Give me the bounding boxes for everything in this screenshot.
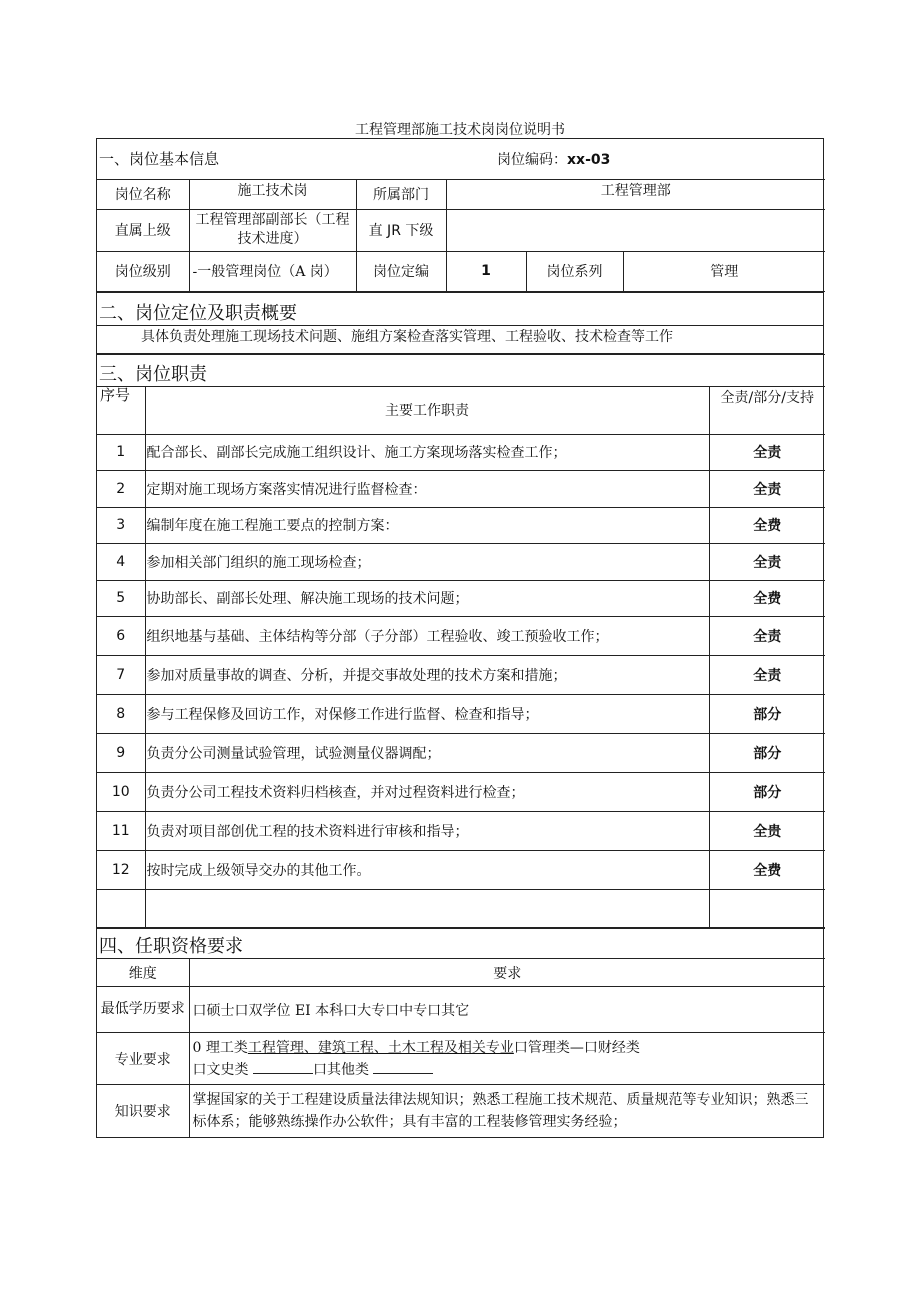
duty-row <box>97 507 825 544</box>
name-value: 施工技术岗 <box>189 179 356 209</box>
duty-no: 12 <box>97 851 145 890</box>
duty-responsibility: 全责 <box>709 471 825 508</box>
edu-value: 口硕士口双学位 EI 本科口大专口中专口其它 <box>189 987 825 1033</box>
series-label: 岗位系列 <box>526 251 623 291</box>
col-dim-header: 维度 <box>97 959 189 987</box>
duty-text: 参加相关部门组织的施工现场检查； <box>145 544 709 581</box>
duty-responsibility: 全责 <box>709 434 825 471</box>
duty-responsibility: 部分 <box>709 695 825 734</box>
name-label: 岗位名称 <box>97 179 189 209</box>
section3-heading: 三、岗位职责 <box>97 354 825 386</box>
summary-table <box>97 292 823 354</box>
duty-no: 8 <box>97 695 145 734</box>
duty-no: 4 <box>97 544 145 581</box>
superior-label: 直属上级 <box>97 209 189 251</box>
quota-value: 1 <box>446 251 526 291</box>
duty-no: 7 <box>97 656 145 695</box>
dept-label: 所属部门 <box>356 179 446 209</box>
duty-row <box>97 434 825 471</box>
duty-no: 10 <box>97 773 145 812</box>
duty-responsibility: 全费 <box>709 580 825 617</box>
edu-label: 最低学历要求 <box>97 987 189 1033</box>
major-value <box>189 1033 825 1085</box>
duty-no: 11 <box>97 812 145 851</box>
knowledge-label: 知识要求 <box>97 1085 189 1137</box>
blank-line <box>253 1061 313 1074</box>
duty-responsibility: 部分 <box>709 734 825 773</box>
duty-responsibility: 全责 <box>709 656 825 695</box>
col-duty-header: 主要工作职责 <box>145 386 709 434</box>
job-description-form <box>96 138 824 1138</box>
knowledge-value: 掌握国家的关于工程建设质量法律法规知识；熟悉工程施工技术规范、质量规范等专业知识；熟悉三标体系；能够熟练操作办公软件；具有丰富的工程装修管理实务经验； <box>189 1085 825 1137</box>
duty-text: 配合部长、副部长完成施工组织设计、施工方案现场落实检查工作； <box>145 434 709 471</box>
major-prefix: 0 理工类 <box>192 1039 248 1056</box>
section1-heading: 一、岗位基本信息 <box>97 139 623 179</box>
col-req-header: 要求 <box>189 959 825 987</box>
level-label: 岗位级别 <box>97 251 189 291</box>
duty-text: 负责分公司测量试验管理，试验测量仪器调配； <box>145 734 709 773</box>
position-code-value: xx-03 <box>567 151 611 168</box>
duty-row <box>97 851 825 890</box>
duty-row <box>97 773 825 812</box>
duty-row <box>97 695 825 734</box>
duty-no: 2 <box>97 471 145 508</box>
duty-row <box>97 617 825 656</box>
duty-text: 负责分公司工程技术资料归档核查，并对过程资料进行检查； <box>145 773 709 812</box>
duty-row <box>97 734 825 773</box>
major-label: 专业要求 <box>97 1033 189 1085</box>
duties-table <box>97 354 825 929</box>
duty-responsibility: 部分 <box>709 773 825 812</box>
subordinate-value <box>446 209 825 251</box>
subordinate-label: 直 JR 下级 <box>356 209 446 251</box>
duty-text: 参加对质量事故的调查、分析，并提交事故处理的技术方案和措施； <box>145 656 709 695</box>
major-underlined: 工程管理、建筑工程、土木工程及相关专业 <box>247 1039 514 1056</box>
duty-responsibility: 全费 <box>709 507 825 544</box>
superior-value: 工程管理部副部长（工程技术进度） <box>189 209 356 251</box>
summary-text: 具体负责处理施工现场技术问题、施组方案检查落实管理、工程验收、技术检查等工作 <box>97 325 823 353</box>
duty-text: 协助部长、副部长处理、解决施工现场的技术问题； <box>145 580 709 617</box>
duty-text: 定期对施工现场方案落实情况进行监督检查： <box>145 471 709 508</box>
empty-cell <box>709 890 825 928</box>
section2-heading: 二、岗位定位及职责概要 <box>97 292 823 325</box>
duty-no: 9 <box>97 734 145 773</box>
position-code <box>497 139 825 179</box>
major-line2-b: 口其他类 <box>312 1061 369 1078</box>
quota-label: 岗位定编 <box>356 251 446 291</box>
duty-responsibility: 全责 <box>709 617 825 656</box>
duty-text: 编制年度在施工程施工要点的控制方案： <box>145 507 709 544</box>
duty-no: 6 <box>97 617 145 656</box>
duty-text: 负责对项目部创优工程的技术资料进行审核和指导； <box>145 812 709 851</box>
blank-line <box>373 1061 433 1074</box>
level-value: -一般管理岗位（A 岗） <box>189 251 356 291</box>
duty-row <box>97 580 825 617</box>
duty-row <box>97 544 825 581</box>
duty-text: 组织地基与基础、主体结构等分部（子分部）工程验收、竣工预验收工作； <box>145 617 709 656</box>
duty-no: 1 <box>97 434 145 471</box>
duty-responsibility: 全费 <box>709 851 825 890</box>
qualification-table <box>97 928 825 1137</box>
duty-row <box>97 656 825 695</box>
basic-info-table <box>97 139 825 292</box>
empty-cell <box>145 890 709 928</box>
duty-responsibility: 全责 <box>709 544 825 581</box>
col-no-header: 序号 <box>97 386 145 434</box>
duty-row <box>97 471 825 508</box>
col-resp-header: 全责/部分/支持 <box>709 386 825 434</box>
duty-row <box>97 812 825 851</box>
major-line2-a: 口文史类 <box>192 1061 249 1078</box>
dept-value: 工程管理部 <box>446 179 825 209</box>
major-suffix: 口管理类—口财经类 <box>513 1039 640 1056</box>
duty-no: 3 <box>97 507 145 544</box>
position-code-label: 岗位编码： <box>497 151 568 168</box>
empty-cell <box>97 890 145 928</box>
page-title: 工程管理部施工技术岗岗位说明书 <box>355 122 565 138</box>
section4-heading: 四、任职资格要求 <box>97 929 825 959</box>
duty-text: 参与工程保修及回访工作，对保修工作进行监督、检查和指导； <box>145 695 709 734</box>
duty-text: 按时完成上级领导交办的其他工作。 <box>145 851 709 890</box>
duty-responsibility: 全贵 <box>709 812 825 851</box>
series-value: 管理 <box>623 251 825 291</box>
duty-no: 5 <box>97 580 145 617</box>
